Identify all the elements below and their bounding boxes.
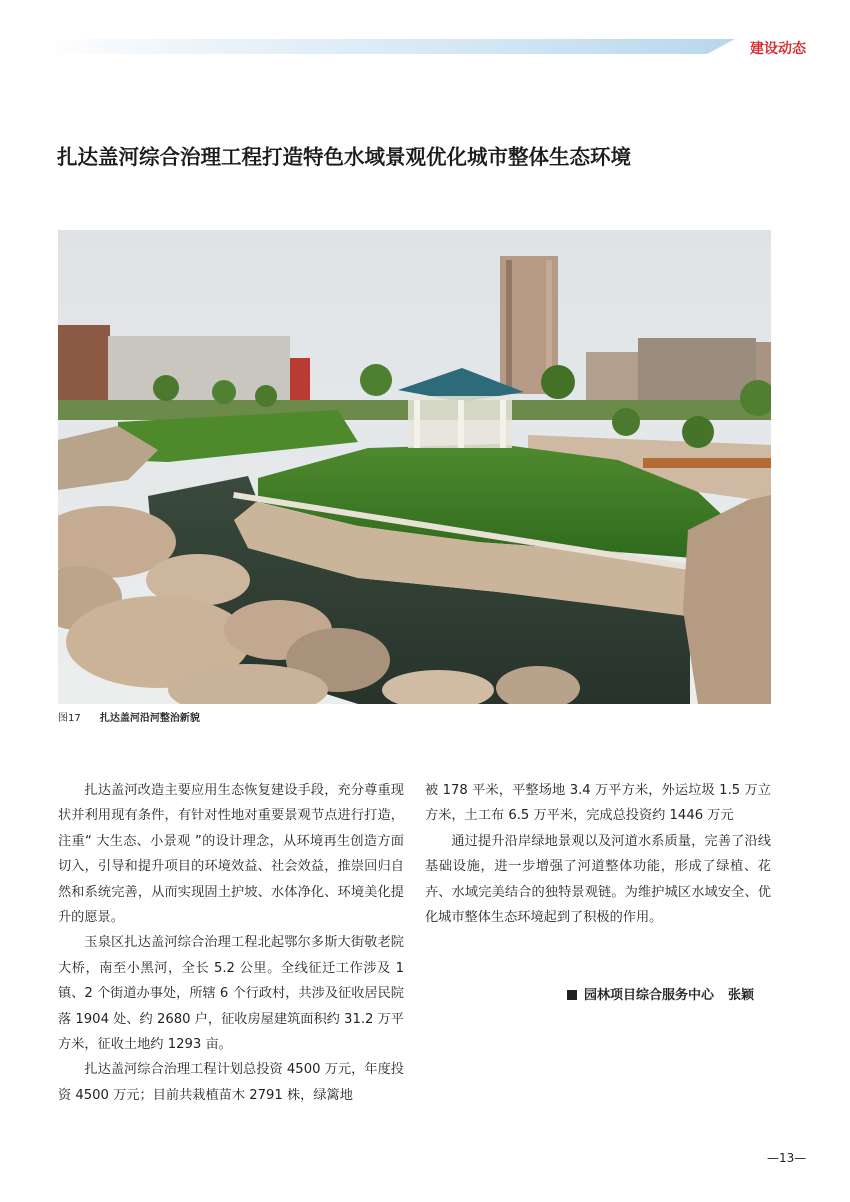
article-title: 扎达盖河综合治理工程打造特色水域景观优化城市整体生态环境 — [57, 145, 631, 169]
byline-author: 张颖 — [728, 988, 755, 1003]
paragraph: 扎达盖河综合治理工程计划总投资 4500 万元，年度投资 4500 万元；目前共栽植苗木 2791 株，绿篱地 — [58, 1062, 404, 1103]
paragraph: 通过提升沿岸绿地景观以及河道水系质量，完善了沿线基础设施，进一步增强了河道整体功能，形成了绿植、花卉、水域完美结合的独特景观链。为维护城区水域安全、优化城市整体生态环境起到了积极的作用。 — [425, 833, 771, 926]
figure-number: 图17 — [58, 713, 81, 724]
figure-caption-text: 扎达盖河沿河整治新貌 — [99, 713, 200, 724]
figure-caption — [58, 709, 200, 724]
paragraph: 扎达盖河改造主要应用生态恢复建设手段，充分尊重现状并利用现有条件，有针对性地对重要景观节点进行打造，注重“ 大生态、小景观 ”的设计理念，从环境再生创造方面切入，引导和提升项目的环境效益、社会效益，推崇回归自然和系统完善，从而实现固土护坡、水体净化、环境美化提升的愿景。 — [58, 783, 404, 926]
right-text-column — [425, 778, 771, 930]
byline — [567, 984, 754, 1003]
river-landscape-photo — [58, 230, 771, 704]
paragraph: 被 178 平米，平整场地 3.4 万平方米，外运垃圾 1.5 万立方米，土工布 6.5 万平米，完成总投资约 1446 万元 — [425, 783, 771, 824]
byline-org: 园林项目综合服务中心 — [584, 988, 715, 1003]
square-bullet-icon — [567, 990, 577, 1000]
paragraph: 玉泉区扎达盖河综合治理工程北起鄂尔多斯大街敬老院大桥，南至小黑河，全长 5.2 公里。全线征迁工作涉及 1 镇、2 个街道办事处，所辖 6 个行政村，共涉及征收居民院落 1904 处、约 2680 户，征收房屋建筑面积约 31.2 万平方米，征收土地约 1293 亩。 — [58, 935, 404, 1053]
left-text-column — [58, 778, 404, 1108]
header-band — [40, 39, 735, 54]
section-label: 建设动态 — [750, 41, 806, 57]
page-number: —13— — [767, 1151, 807, 1165]
